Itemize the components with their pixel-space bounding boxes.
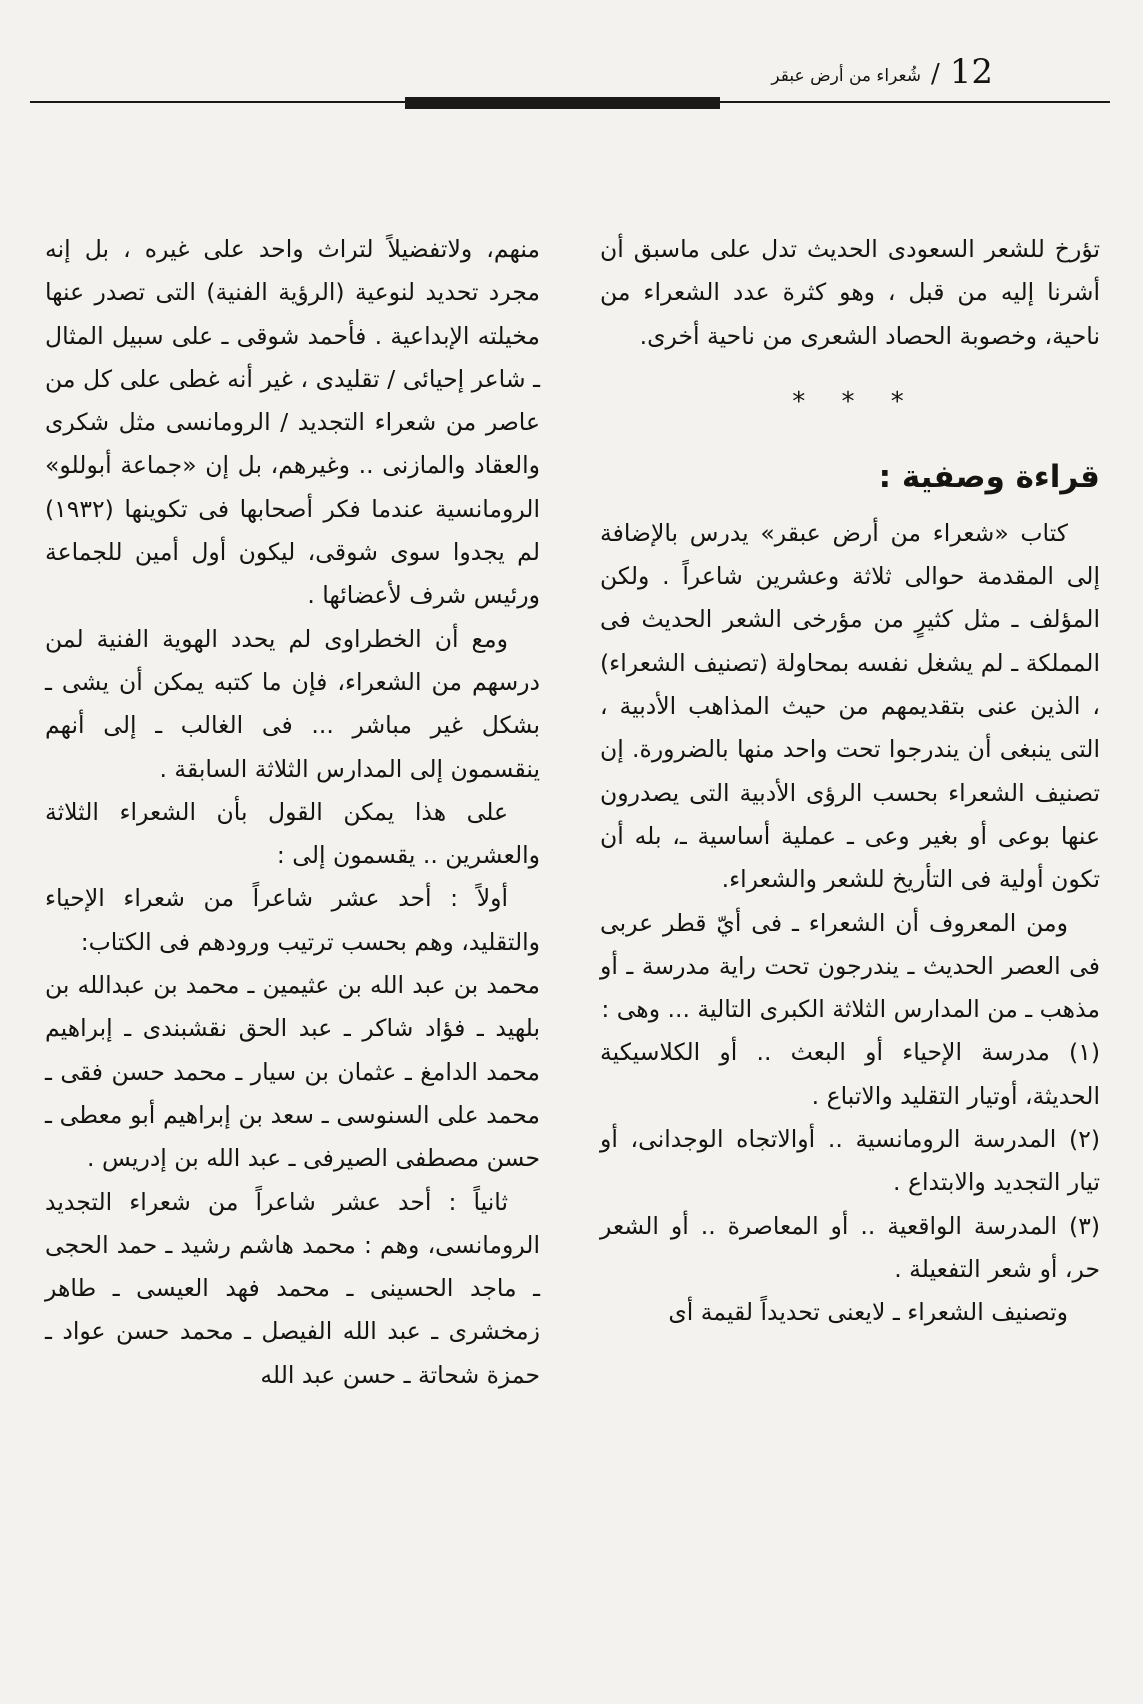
body-paragraph: ومن المعروف أن الشعراء ـ فى أيّ قطر عربى فى العصر الحديث ـ يندرجون تحت راية مدرسة ـ أو مذهب ـ من المدارس الثلاثة الكبرى التالية ... وهى : — [600, 908, 1100, 1024]
body-paragraph: على هذا يمكن القول بأن الشعراء الثلاثة والعشرين .. يقسمون إلى : — [45, 797, 540, 870]
body-paragraph: كتاب «شعراء من أرض عبقر» يدرس بالإضافة إلى المقدمة حوالى ثلاثة وعشرين شاعراً . ولكن المؤلف ـ مثل كثيرٍ من مؤرخى الشعر الحديث فى المملكة ـ لم يشغل نفسه بمحاولة (تصنيف الشعراء) ، الذين عنى بتقديمهم من حيث المذاهب الأدبية ، التى ينبغى أن يندرجوا تحت واحد منها بالضرورة. إن تصنيف الشعراء بحسب الرؤى الأدبية التى يصدرون عنها بوعى أو بغير وعى ـ عملية أساسية ـ، بله أن تكون أولية فى التأريخ للشعر والشعراء. — [600, 518, 1100, 894]
body-paragraph: أولاً : أحد عشر شاعراً من شعراء الإحياء والتقليد، وهم بحسب ترتيب ورودهم فى الكتاب: — [45, 884, 540, 956]
running-header — [771, 46, 993, 90]
section-heading: قراءة وصفية : — [878, 458, 1100, 495]
body-paragraph: ومع أن الخطراوى لم يحدد الهوية الفنية لمن درسهم من الشعراء، فإن ما كتبه يمكن أن يشى ـ بشكل غير مباشر ... فى الغالب ـ إلى أنهم ينقسمون إلى المدارس الثلاثة السابقة . — [45, 624, 540, 783]
poet-list: محمد بن عبد الله بن عثيمين ـ محمد بن عبدالله بن بلهيد ـ فؤاد شاكر ـ عبد الحق نقشبندى ـ إبراهيم محمد الدامغ ـ عثمان بن سيار ـ محمد حسن فقى ـ محمد على السنوسى ـ سعد بن إبراهيم أبو معطى ـ حسن مصطفى الصيرفى ـ عبد الله بن إدريس . — [45, 971, 540, 1173]
list-item: (٣) المدرسة الواقعية .. أو المعاصرة .. أو الشعر حر، أو شعر التفعيلة . — [600, 1211, 1100, 1283]
body-paragraph: ثانياً : أحد عشر شاعراً من شعراء التجديد الرومانسى، وهم : محمد هاشم رشيد ـ حمد الحجى ـ ماجد الحسينى ـ محمد فهد العيسى ـ طاهر زمخشرى ـ عبد الله الفيصل ـ محمد حسن عواد ـ حمزة شحاتة ـ حسن عبد الله — [45, 1187, 540, 1389]
running-title: شُعراء من أرض عبقر — [771, 66, 921, 86]
body-paragraph: وتصنيف الشعراء ـ لايعنى تحديداً لقيمة أى — [668, 1298, 1068, 1327]
header-rule-accent — [405, 97, 720, 109]
page-number: 12 — [949, 52, 993, 92]
right-column — [600, 228, 1100, 1335]
list-item: (٢) المدرسة الرومانسية .. أوالاتجاه الوجدانى، أو تيار التجديد والابتداع . — [600, 1125, 1100, 1197]
section-divider-stars: * * * — [792, 386, 918, 417]
opening-paragraph: تؤرخ للشعر السعودى الحديث تدل على ماسبق أن أشرنا إليه من قبل ، وهو كثرة عدد الشعراء من ناحية، وخصوبة الحصاد الشعرى من ناحية أخرى. — [600, 235, 1100, 350]
header-separator: / — [930, 59, 940, 89]
left-column — [45, 228, 540, 1397]
list-item: (١) مدرسة الإحياء أو البعث .. أو الكلاسيكية الحديثة، أوتيار التقليد والاتباع . — [600, 1038, 1100, 1110]
body-paragraph: منهم، ولاتفضيلاً لتراث واحد على غيره ، بل إنه مجرد تحديد لنوعية (الرؤية الفنية) التى تصدر عنها مخيلته الإبداعية . فأحمد شوقى ـ على سبيل المثال ـ شاعر إحيائى / تقليدى ، غير أنه غطى على كل من عاصر من شعراء التجديد / الرومانسى مثل شكرى والعقاد والمازنى .. وغيرهم، بل إن «جماعة أبوللو» الرومانسية عندما فكر أصحابها فى تكوينها (١٩٣٢) لم يجدوا سوى شوقى، ليكون أول أمين للجماعة ورئيس شرف لأعضائها . — [45, 235, 540, 610]
